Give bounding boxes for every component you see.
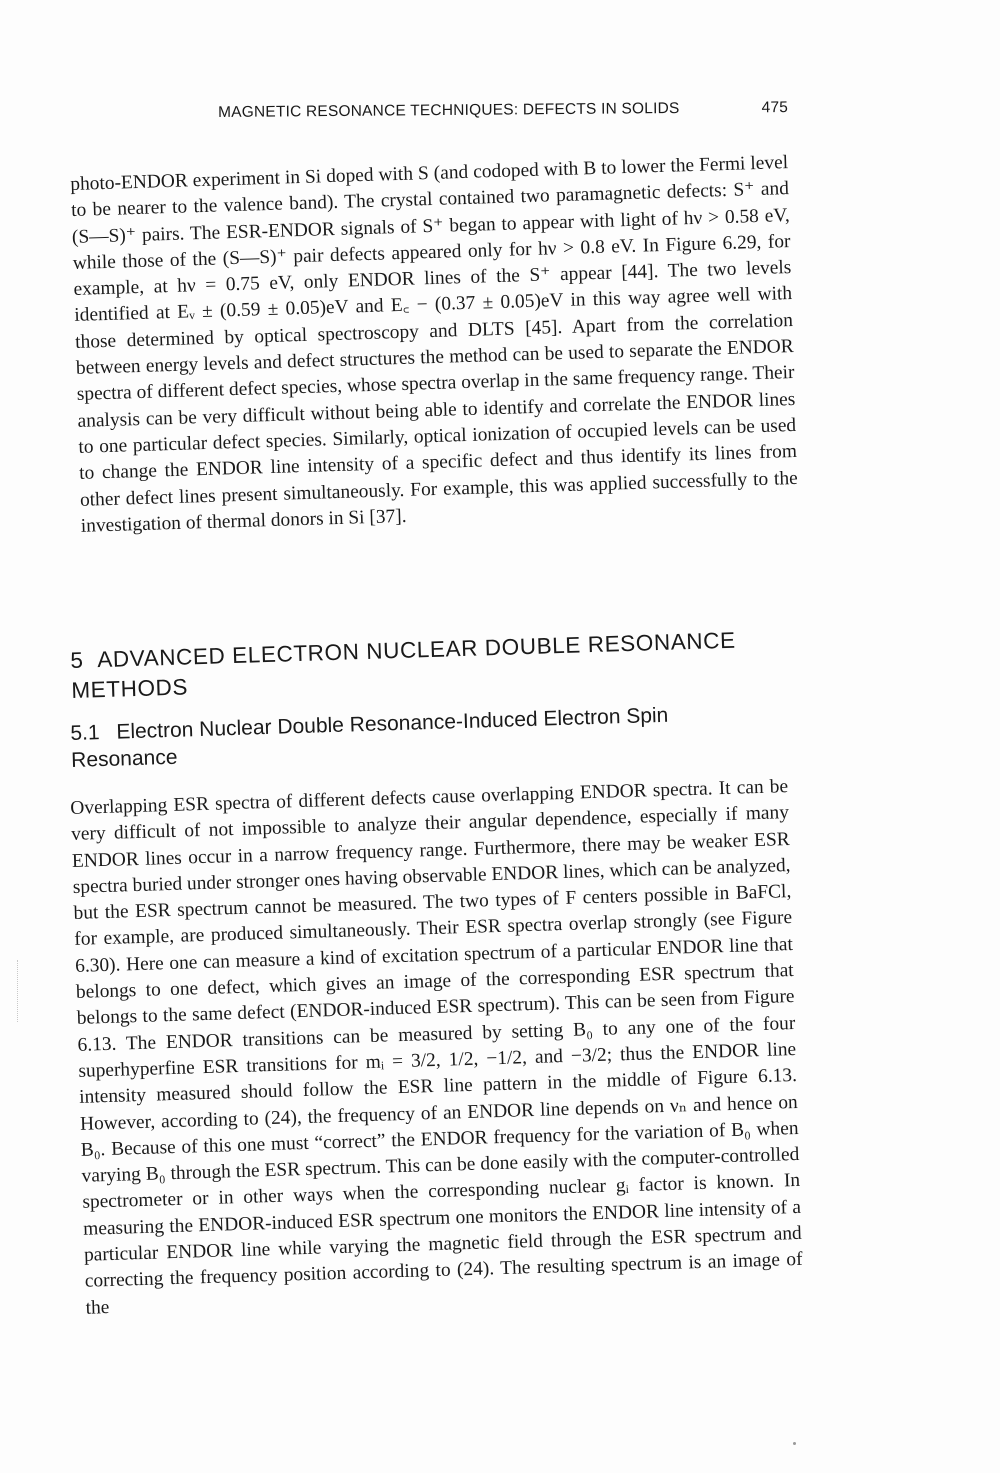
section-title: ADVANCED ELECTRON NUCLEAR DOUBLE RESONANCE METHODS xyxy=(70,627,736,703)
section-number: 5 xyxy=(70,647,84,673)
subsection-title: Electron Nuclear Double Resonance-Induced Electron Spin Resonance xyxy=(70,703,669,772)
subsection-number: 5.1 xyxy=(70,721,100,745)
paragraph: photo-ENDOR experiment in Si doped with S (and codoped with B to lower the Fermi level to be nearer to the valence band). The crystal contained two paramagnetic defects: S⁺ and (S—S)⁺ pairs. The ESR-ENDOR signals of S⁺ began to appear with light of hν > 0.58 eV, while those of the (S—S)⁺ pair defects appeared only for hν > 0.8 eV. In Figure 6.29, for example, at hν = 0.75 eV, only ENDOR lines of the S⁺ appear [44]. The two levels identified at Eᵥ ± (0.59 ± 0.05)eV and E꜀ − (0.37 ± 0.05)eV in this way agree well with those determined by optical spectroscopy and DLTS [45]. Apart from the correlation between energy levels and defect structures the method can be used to separate the ENDOR spectra of different defect species, whose spectra overlap in the same frequency range. Their analysis can be very difficult without being able to identify and correlate the ENDOR lines to one particular defect species. Similarly, optical ionization of occupied levels can be used to change the ENDOR line intensity of a specific defect and thus identify its lines from other defect lines present simultaneously. For example, this was applied successfully to the investigation of thermal donors in Si [37]. xyxy=(70,152,799,537)
running-head xyxy=(218,99,788,128)
section-heading xyxy=(70,625,772,706)
subsection-heading xyxy=(70,699,771,774)
scan-margin-mark xyxy=(17,960,19,1022)
page-number: 475 xyxy=(761,99,789,117)
running-head-title: MAGNETIC RESONANCE TECHNIQUES: DEFECTS IN SOLIDS xyxy=(218,99,680,121)
paragraph: Overlapping ESR spectra of different defects cause overlapping ENDOR spectra. It can be very difficult of not impossible to analyze their angular dependence, especially if many ENDOR lines occur in a narrow frequency range. Furthermore, there may be weaker ESR spectra buried under stronger ones having observable ENDOR lines, which can be analyzed, but the ESR spectrum cannot be measured. The two types of F centers possible in BaFCl, for example, are produced simultaneously. Their ESR spectra overlap strongly (see Figure 6.30). Here one can measure a kind of excitation spectrum of a particular ENDOR line that belongs to one defect, which gives an image of the corresponding ESR spectrum that belongs to the same defect (ENDOR-induced ESR spectrum). This can be seen from Figure 6.13. The ENDOR transitions can be measured by setting B₀ to any one of the four superhyperfine ESR transitions for mᵢ = 3/2, 1/2, −1/2, and −3/2; thus the ENDOR line intensity measured should follow the ESR line pattern in the middle of Figure 6.13. However, according to (24), the frequency of an ENDOR line depends on νₙ and hence on B₀. Because of this one must “correct” the ENDOR frequency for the variation of B₀ when varying B₀ through the ESR spectrum. This can be done easily with the computer-controlled spectrometer or in other ways when the corresponding nuclear gᵢ factor is known. In measuring the ENDOR-induced ESR spectrum one monitors the ENDOR line intensity of a particular ENDOR line while varying the magnetic field through the ESR spectrum and correcting the frequency position according to (24). The resulting spectrum is an image of the xyxy=(70,776,803,1319)
body-text-block-1 xyxy=(70,150,799,540)
body-text-block-2 xyxy=(70,774,804,1322)
scan-speck xyxy=(793,1442,796,1445)
